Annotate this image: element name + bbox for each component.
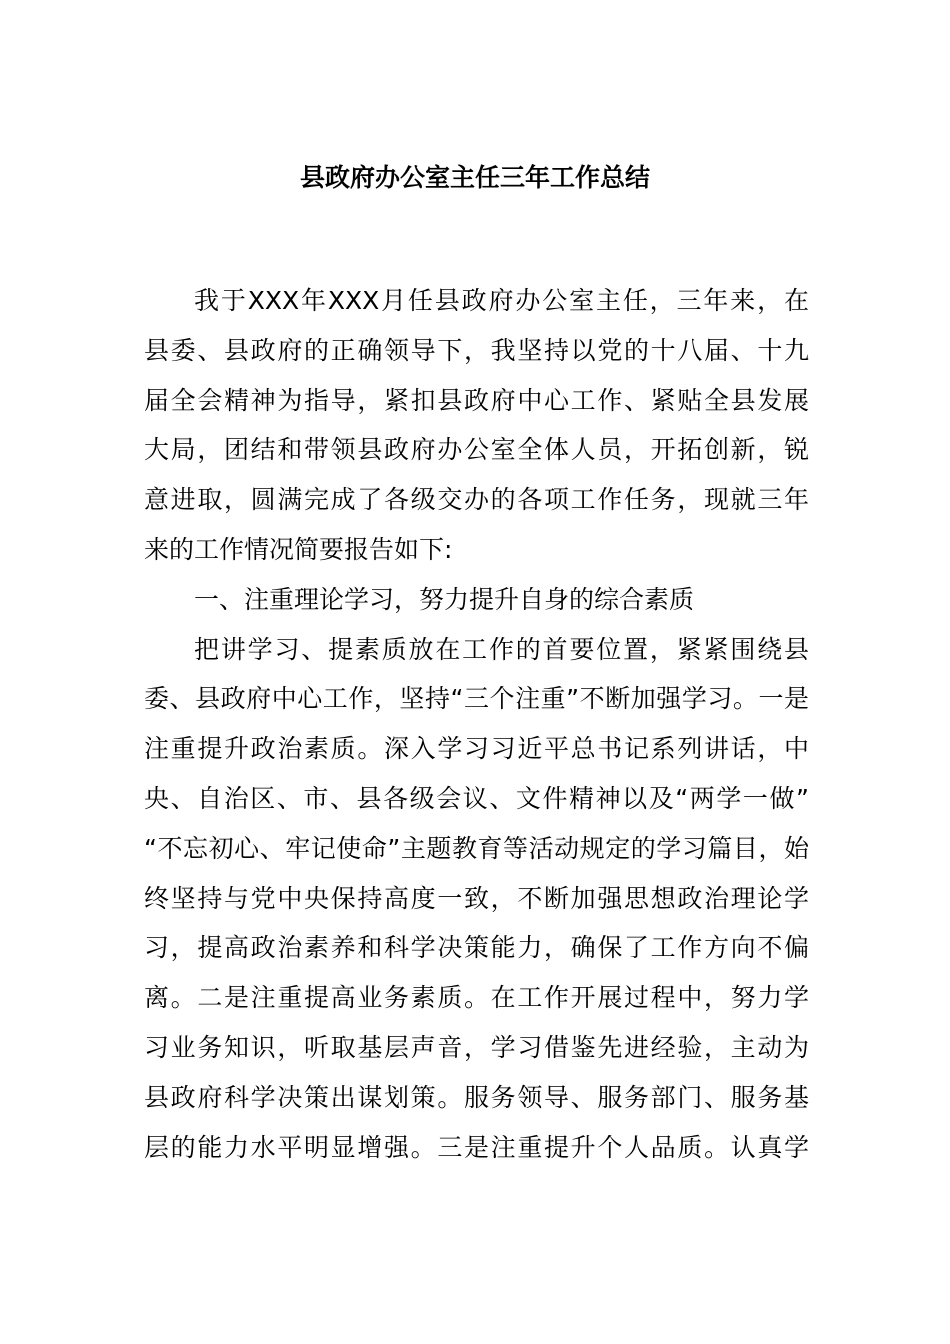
paragraph-line: 来的工作情况简要报告如下: <box>144 534 453 564</box>
paragraph-line: 我于XXX年XXX月任县政府办公室主任，三年来，在 <box>194 286 809 315</box>
paragraph-line: 注重提升政治素质。深入学习习近平总书记系列讲话，中 <box>144 734 809 764</box>
paragraph-line: 意进取，圆满完成了各级交办的各项工作任务，现就三年 <box>144 485 809 515</box>
paragraph-line: 习业务知识，听取基层声音，学习借鉴先进经验，主动为 <box>144 1032 809 1062</box>
paragraph-line: 委、县政府中心工作，坚持“三个注重”不断加强学习。一是 <box>144 684 809 714</box>
document-title: 县政府办公室主任三年工作总结 <box>299 163 650 192</box>
paragraph-line: 县政府科学决策出谋划策。服务领导、服务部门、服务基 <box>144 1082 809 1112</box>
paragraph-line: 把讲学习、提素质放在工作的首要位置，紧紧围绕县 <box>194 634 809 664</box>
document-body <box>144 276 809 1172</box>
paragraph-line: 层的能力水平明显增强。三是注重提升个人品质。认真学 <box>144 1132 809 1162</box>
section-heading: 一、注重理论学习，努力提升自身的综合素质 <box>194 584 695 614</box>
paragraph-line: 大局，团结和带领县政府办公室全体人员，开拓创新，锐 <box>144 435 809 465</box>
paragraph-line: 央、自治区、市、县各级会议、文件精神以及“两学一做” <box>144 783 809 813</box>
paragraph-line: 届全会精神为指导，紧扣县政府中心工作、紧贴全县发展 <box>144 385 809 415</box>
paragraph-line: 终坚持与党中央保持高度一致，不断加强思想政治理论学 <box>144 883 809 913</box>
paragraph-line: “不忘初心、牢记使命”主题教育等活动规定的学习篇目，始 <box>144 833 809 863</box>
paragraph-line: 习，提高政治素养和科学决策能力，确保了工作方向不偏 <box>144 933 809 963</box>
paragraph-line: 县委、县政府的正确领导下，我坚持以党的十八届、十九 <box>144 335 809 365</box>
paragraph-line: 离。二是注重提高业务素质。在工作开展过程中，努力学 <box>144 983 809 1013</box>
